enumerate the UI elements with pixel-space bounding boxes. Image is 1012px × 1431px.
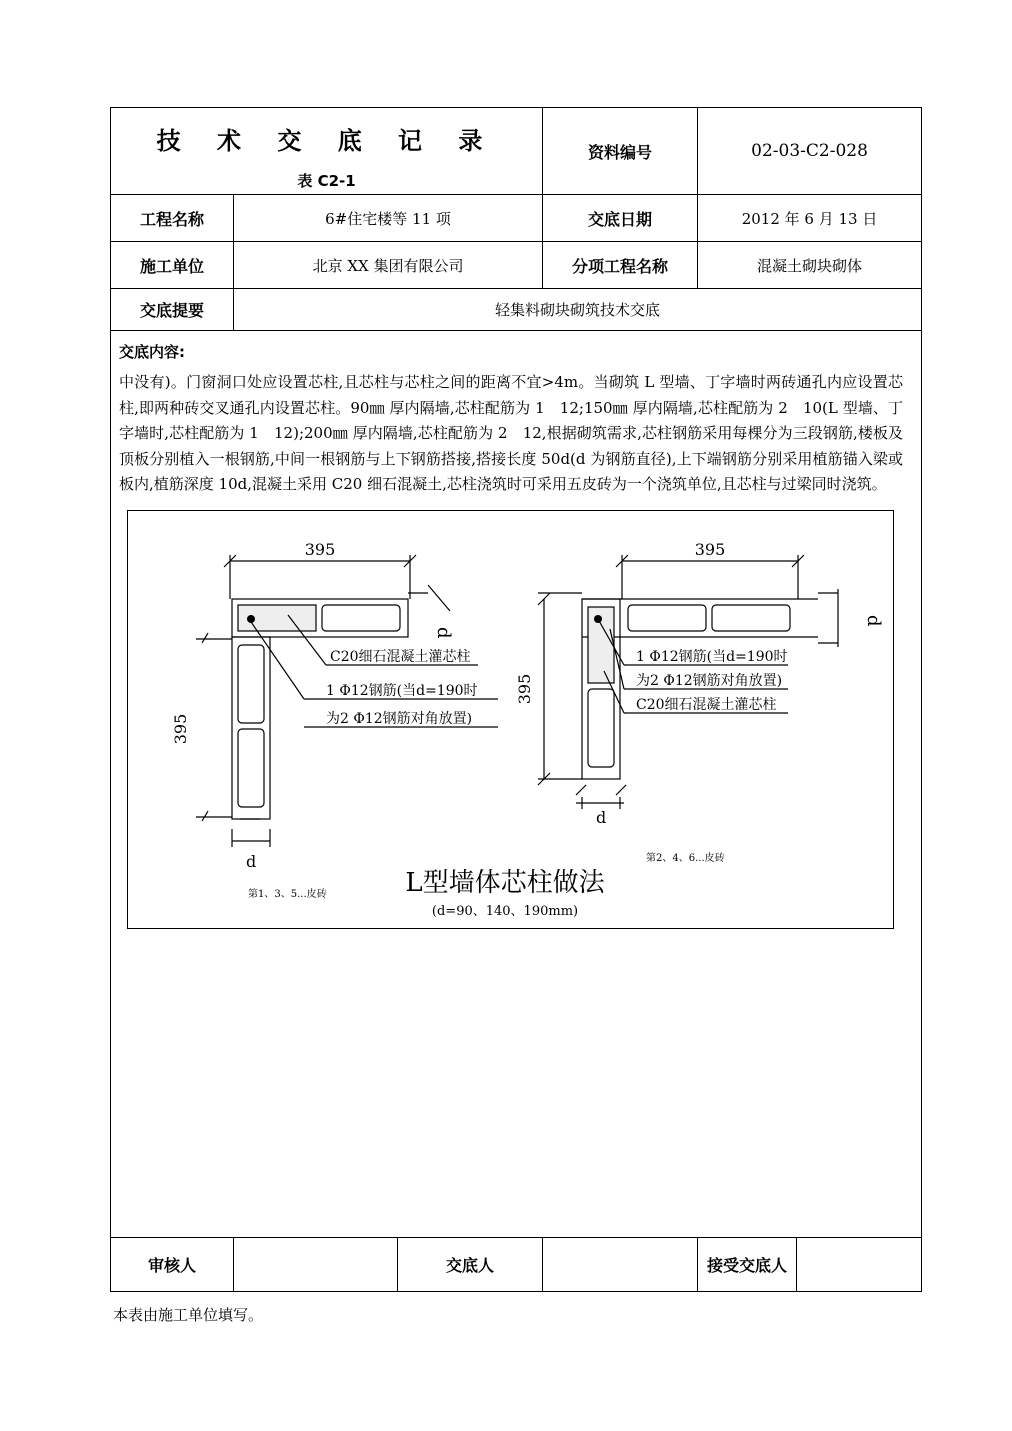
unit-value[interactable]: 北京 XX 集团有限公司 (234, 242, 543, 289)
receiver-value[interactable] (797, 1238, 922, 1292)
reviewer-label: 审核人 (111, 1238, 234, 1292)
left-note-rebar-2: 为2 Φ12钢筋对角放置) (326, 710, 473, 727)
left-note-rebar-1: 1 Φ12钢筋(当d=190时 (326, 682, 478, 699)
doc-no-value[interactable]: 02-03-C2-028 (698, 108, 922, 195)
dim-d-bottom-left: d (246, 851, 257, 871)
summary-label: 交底提要 (111, 289, 234, 331)
subproject-label: 分项工程名称 (543, 242, 698, 289)
dim-395-top-right: 395 (694, 539, 726, 559)
tech-briefing-form (110, 107, 922, 1292)
presenter-value[interactable] (543, 1238, 698, 1292)
course-odd-label: 第1、3、5...皮砖 (248, 888, 327, 900)
summary-value[interactable]: 轻集料砌块砌筑技术交底 (234, 289, 922, 331)
dim-d-bottom-right: d (596, 807, 607, 827)
right-note-rebar-2: 为2 Φ12钢筋对角放置) (636, 672, 783, 689)
dim-d-right-right: d (863, 614, 884, 627)
dim-395-side-right: 395 (515, 673, 534, 704)
left-note-concrete: C20细石混凝土灌芯柱 (330, 648, 471, 665)
date-value[interactable]: 2012 年 6 月 13 日 (698, 195, 922, 242)
date-label: 交底日期 (543, 195, 698, 242)
figure-subtitle: (d=90、140、190mm) (431, 903, 579, 919)
receiver-label: 接受交底人 (698, 1238, 797, 1292)
form-title-cell (111, 108, 543, 195)
doc-no-label: 资料编号 (543, 108, 698, 195)
reviewer-value[interactable] (234, 1238, 398, 1292)
content-body[interactable]: 中没有)。门窗洞口处应设置芯柱,且芯柱与芯柱之间的距离不宜>4m。当砌筑 L 型墙、丁字墙时两砖通孔内应设置芯柱,即两种砖交叉通孔内设置芯柱。90㎜ 厚内隔墙,芯柱配筋为 1 12;150㎜ 厚内隔墙,芯柱配筋为 2 10(L 型墙、丁字墙时,芯柱配筋为 1 12);200㎜ 厚内隔墙,芯柱配筋为 2 12,根据砌筑需求,芯柱钢筋采用每棵分为三段钢筋,楼板及顶板分别植入一根钢筋,中间一根钢筋与上下钢筋搭接,搭接长度 50d(d 为钢筋直径),上下端钢筋分别采用植筋锚入梁或板内,植筋深度 10d,混凝土采用 C20 细石混凝土,芯柱浇筑时可采用五皮砖为一个浇筑单位,且芯柱与过梁同时浇筑。 (119, 373, 904, 493)
project-value[interactable]: 6#住宅楼等 11 项 (234, 195, 543, 242)
dim-d-right-left: d (433, 626, 454, 639)
figure-title: L型墙体芯柱做法 (405, 867, 605, 898)
right-note-rebar-1: 1 Φ12钢筋(当d=190时 (636, 648, 788, 665)
course-even-label: 第2、4、6...皮砖 (646, 852, 725, 864)
footnote: 本表由施工单位填写。 (113, 1306, 264, 1324)
subproject-value[interactable]: 混凝土砌块砌体 (698, 242, 922, 289)
unit-label: 施工单位 (111, 242, 234, 289)
content-cell (111, 331, 922, 1238)
form-number: 表 C2-1 (297, 172, 356, 190)
dim-395-side-left: 395 (171, 713, 190, 744)
dim-395-top-left: 395 (304, 539, 336, 559)
l-wall-drawing (128, 511, 895, 930)
content-heading: 交底内容: (119, 343, 185, 361)
project-label: 工程名称 (111, 195, 234, 242)
presenter-label: 交底人 (398, 1238, 543, 1292)
l-wall-core-column-figure (127, 510, 894, 929)
form-title: 技 术 交 底 记 录 (156, 127, 497, 155)
right-note-concrete: C20细石混凝土灌芯柱 (636, 696, 777, 713)
